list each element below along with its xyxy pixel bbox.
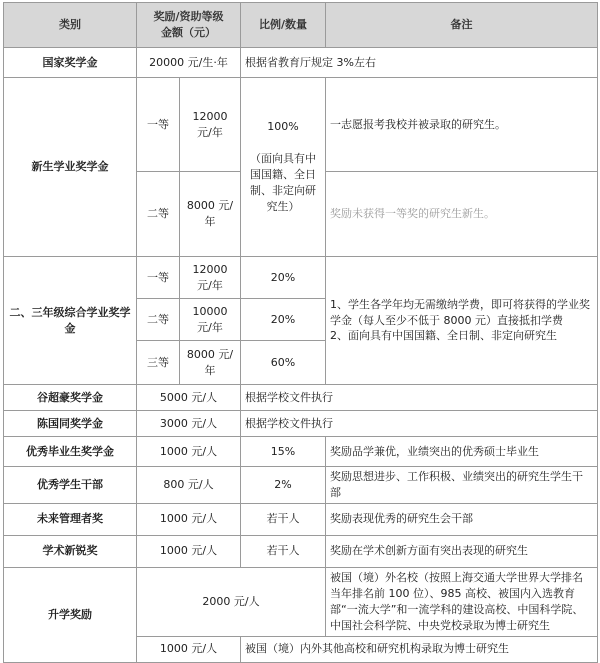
row-name: 二、三年级综合学业奖学金: [4, 257, 137, 385]
row-note: [326, 257, 598, 385]
table-row: [4, 535, 598, 567]
row-amount: 20000 元/生·年: [137, 48, 241, 78]
table-row: [4, 467, 598, 504]
row-name: 优秀学生干部: [4, 467, 137, 504]
row-amount: 8000 元/年: [180, 341, 241, 385]
row-note: 被国（境）内外其他高校和研究机构录取为博士研究生: [241, 636, 598, 662]
row-level: 二等: [137, 299, 180, 341]
row-name: 未来管理者奖: [4, 503, 137, 535]
row-note: 一志愿报考我校并被录取的研究生。: [326, 78, 598, 172]
row-ratio: 60%: [241, 341, 326, 385]
row-note: 奖励在学术创新方面有突出表现的研究生: [326, 535, 598, 567]
row-level: 三等: [137, 341, 180, 385]
row-note: 奖励未获得一等奖的研究生新生。: [326, 172, 598, 257]
row-name: 优秀毕业生奖学金: [4, 437, 137, 467]
row-name: 国家奖学金: [4, 48, 137, 78]
table-row: [4, 503, 598, 535]
row-ratio: 15%: [241, 437, 326, 467]
row-level: 一等: [137, 257, 180, 299]
row-name: 新生学业奖学金: [4, 78, 137, 257]
row-note: 根据学校文件执行: [241, 411, 598, 437]
table-row: [4, 48, 598, 78]
row-amount: 1000 元/人: [137, 636, 241, 662]
header-amount-line2: 金额（元）: [161, 26, 216, 39]
ratio-value: 100%: [267, 120, 299, 134]
header-category: 类别: [4, 3, 137, 48]
table-row: [4, 257, 598, 299]
row-ratio: 若干人: [241, 535, 326, 567]
note-line: 1、学生各学年均无需缴纳学费，即可将获得的学业奖学金（每人至少不低于 8000 元）直接抵扣学费: [330, 297, 590, 327]
row-amount: 5000 元/人: [137, 385, 241, 411]
ratio-note: （面向具有中国国籍、全日制、非定向研究生）: [250, 152, 316, 213]
row-name: 陈国同奖学金: [4, 411, 137, 437]
header-remarks: 备注: [326, 3, 598, 48]
row-amount: 3000 元/人: [137, 411, 241, 437]
header-amount: [137, 3, 241, 48]
row-ratio: 20%: [241, 299, 326, 341]
row-level: 二等: [137, 172, 180, 257]
row-note: 奖励品学兼优，业绩突出的优秀硕士毕业生: [326, 437, 598, 467]
row-amount: 12000 元/年: [180, 78, 241, 172]
row-name: 学术新锐奖: [4, 535, 137, 567]
row-ratio: 若干人: [241, 503, 326, 535]
scholarship-table: [3, 2, 598, 663]
header-ratio: 比例/数量: [241, 3, 326, 48]
note-line: 2、面向具有中国国籍、全日制、非定向研究生: [330, 329, 557, 343]
row-note: 被国（境）外名校（按照上海交通大学世界大学排名当年排名前 100 位）、985 高校、被国内入选教育部“一流大学”和一流学科的建设高校、中国科学院、中国社会科学院、中央党校录取为博士研究生: [326, 567, 598, 636]
row-name: 升学奖励: [4, 567, 137, 662]
row-ratio: 2%: [241, 467, 326, 504]
row-amount: 8000 元/年: [180, 172, 241, 257]
row-amount: 1000 元/人: [137, 535, 241, 567]
table-row: [4, 411, 598, 437]
row-amount: 12000 元/年: [180, 257, 241, 299]
row-level: 一等: [137, 78, 180, 172]
row-ratio: 20%: [241, 257, 326, 299]
header-amount-line1: 奖励/资助等级: [153, 10, 224, 24]
row-amount: 1000 元/人: [137, 503, 241, 535]
row-note: 奖励表现优秀的研究生会干部: [326, 503, 598, 535]
table-row: [4, 437, 598, 467]
row-amount: 1000 元/人: [137, 437, 241, 467]
table-row: [4, 385, 598, 411]
header-row: [4, 3, 598, 48]
row-amount: 2000 元/人: [137, 567, 326, 636]
row-name: 谷超豪奖学金: [4, 385, 137, 411]
row-ratio: [241, 78, 326, 257]
table-row: [4, 78, 598, 172]
row-note: 根据省教育厅规定 3%左右: [241, 48, 598, 78]
row-note: 奖励思想进步、工作积极、业绩突出的研究生学生干部: [326, 467, 598, 504]
table-row: [4, 567, 598, 636]
row-note: 根据学校文件执行: [241, 385, 598, 411]
row-amount: 10000 元/年: [180, 299, 241, 341]
row-amount: 800 元/人: [137, 467, 241, 504]
